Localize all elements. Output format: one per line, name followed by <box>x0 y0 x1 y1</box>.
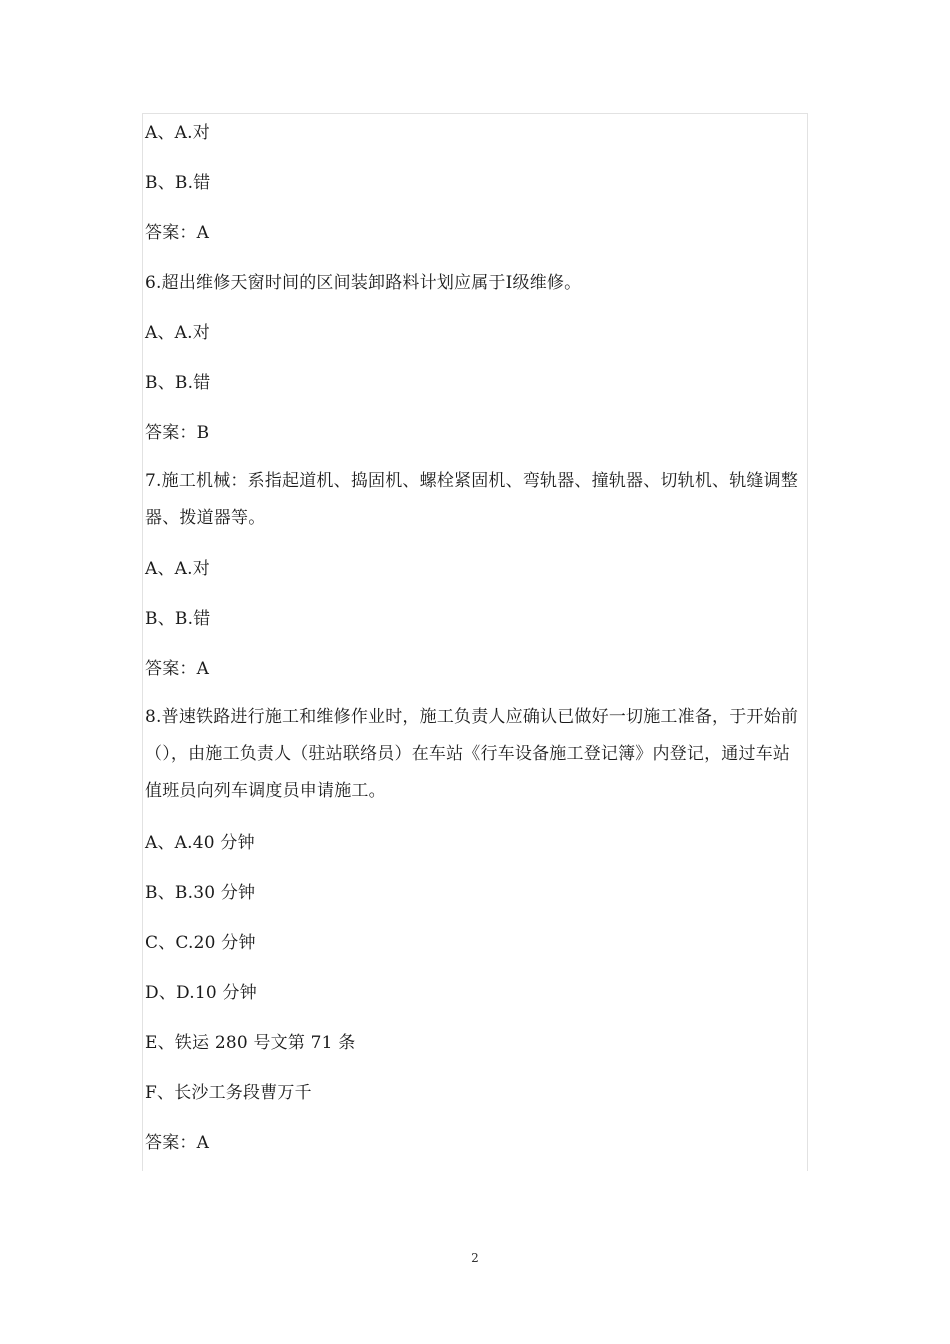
question-8: 8.普速铁路进行施工和维修作业时，施工负责人应确认已做好一切施工准备，于开始前（），由施工负责人（驻站联络员）在车站《行车设备施工登记簿》内登记，通过车站值班员向列车调度员申请施工。 <box>145 707 799 801</box>
option-d-q8: D、D.10 分钟 <box>145 983 257 1003</box>
option-f-q8: F、长沙工务段曹万千 <box>145 1083 312 1103</box>
option-a-q5: A、A.对 <box>145 123 210 143</box>
answer-q5: 答案：A <box>145 223 210 243</box>
answer-q8: 答案：A <box>145 1133 210 1153</box>
option-b-q7: B、B.错 <box>145 609 211 629</box>
option-b-q8: B、B.30 分钟 <box>145 883 256 903</box>
option-a-q7: A、A.对 <box>145 559 210 579</box>
page-number: 2 <box>471 1251 479 1265</box>
question-7: 7.施工机械：系指起道机、捣固机、螺栓紧固机、弯轨器、撞轨器、切轨机、轨缝调整器、拨道器等。 <box>145 471 799 528</box>
page-content-frame <box>142 113 808 1171</box>
answer-q6: 答案：B <box>145 423 210 443</box>
option-a-q6: A、A.对 <box>145 323 210 343</box>
question-6: 6.超出维修天窗时间的区间装卸路料计划应属于Ⅰ级维修。 <box>145 273 582 293</box>
option-a-q8: A、A.40 分钟 <box>145 833 255 853</box>
option-c-q8: C、C.20 分钟 <box>145 933 256 953</box>
option-e-q8: E、铁运 280 号文第 71 条 <box>145 1033 356 1053</box>
option-b-q6: B、B.错 <box>145 373 211 393</box>
option-b-q5: B、B.错 <box>145 173 211 193</box>
answer-q7: 答案：A <box>145 659 210 679</box>
